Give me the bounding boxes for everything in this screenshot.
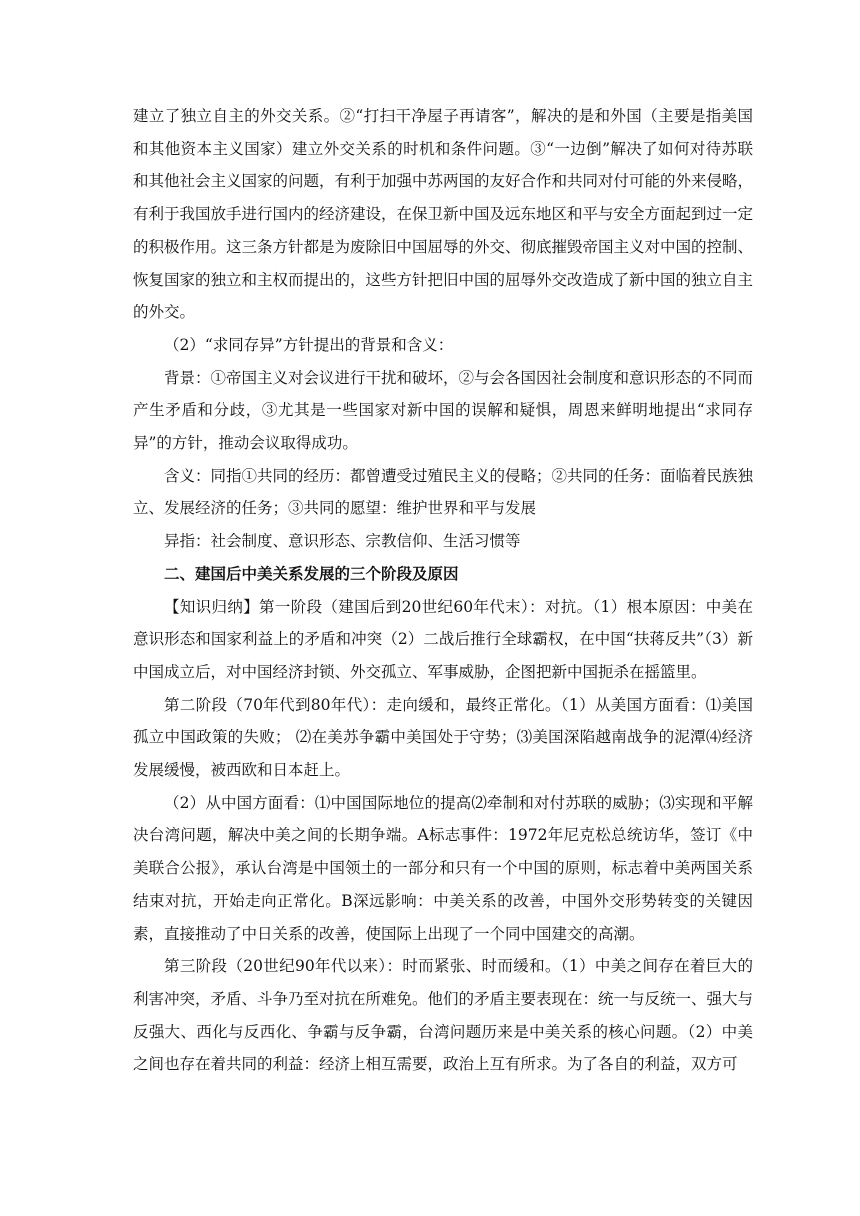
paragraph-stage-two: 第二阶段（70年代到80年代）：走向缓和，最终正常化。（1）从美国方面看：⑴美国孤立中国政策的失败； ⑵在美苏争霸中美国处于守势；⑶美国深陷越南战争的泥潭⑷经济发展缓慢，被西欧和日本赶上。 xyxy=(133,695,753,780)
section-heading: 二、建国后中美关系发展的三个阶段及原因 xyxy=(164,563,459,583)
paragraph-meaning-different: 异指：社会制度、意识形态、宗教信仰、生活习惯等 xyxy=(164,532,521,551)
paragraph-diplomatic-principles: 建立了独立自主的外交关系。②“打扫干净屋子再请客”，解决的是和外国（主要是指美国和其他资本主义国家）建立外交关系的时机和条件问题。③“一边倒”解决了如何对待苏联和其他社会主义国家的问题，有利于加强中苏两国的友好合作和共同对付可能的外来侵略，有利于我国放手进行国内的经济建设，在保卫新中国及远东地区和平与安全方面起到过一定的积极作用。这三条方针都是为废除旧中国屈辱的外交、彻底摧毁帝国主义对中国的控制、恢复国家的独立和主权而提出的，这些方针把旧中国的屈辱外交改造成了新中国的独立自主的外交。 xyxy=(133,107,754,322)
paragraph-background: 背景：①帝国主义对会议进行干扰和破坏，②与会各国因社会制度和意识形态的不同而产生矛盾和分歧，③尤其是一些国家对新中国的误解和疑惧，周恩来鲜明地提出“求同存异”的方针，推动会议取得成功。 xyxy=(133,368,754,453)
paragraph-stage-two-china: （2）从中国方面看：⑴中国国际地位的提高⑵牵制和对付苏联的威胁；⑶实现和平解决台湾问题，解决中美之间的长期争端。A标志事件：1972年尼克松总统访华，签订《中美联合公报》，承认台湾是中国领土的一部分和只有一个中国的原则，标志着中美两国关系结束对抗，开始走向正常化。B深远影响：中美关系的改善，中国外交形势转变的关键因素，直接推动了中日关系的改善，使国际上出现了一个同中国建交的高潮。 xyxy=(133,793,753,943)
paragraph-stage-three: 第三阶段（20世纪90年代以来）：时而紧张、时而缓和。（1）中美之间存在着巨大的利害冲突，矛盾、斗争乃至对抗在所难免。他们的矛盾主要表现在：统一与反统一、强大与反强大、西化与反西化、争霸与反争霸，台湾问题历来是中美关系的核心问题。（2）中美之间也存在着共同的利益：经济上相互需要，政治上互有所求。为了各自的利益，双方可 xyxy=(133,957,754,1074)
paragraph-meaning-same: 含义：同指①共同的经历：都曾遭受过殖民主义的侵略；②共同的任务：面临着民族独立、发展经济的任务；③共同的愿望：维护世界和平与发展 xyxy=(133,466,754,518)
paragraph-qiutongcunyi-intro: （2）“求同存异”方针提出的背景和含义： xyxy=(164,335,454,354)
paragraph-stage-one: 【知识归纳】第一阶段（建国后到20世纪60年代末）：对抗。（1）根本原因：中美在意识形态和国家利益上的矛盾和冲突（2）二战后推行全球霸权，在中国“扶蒋反共”（3）新中国成立后，对中国经济封锁、外交孤立、军事威胁，企图把新中国扼杀在摇篮里。 xyxy=(133,597,753,681)
